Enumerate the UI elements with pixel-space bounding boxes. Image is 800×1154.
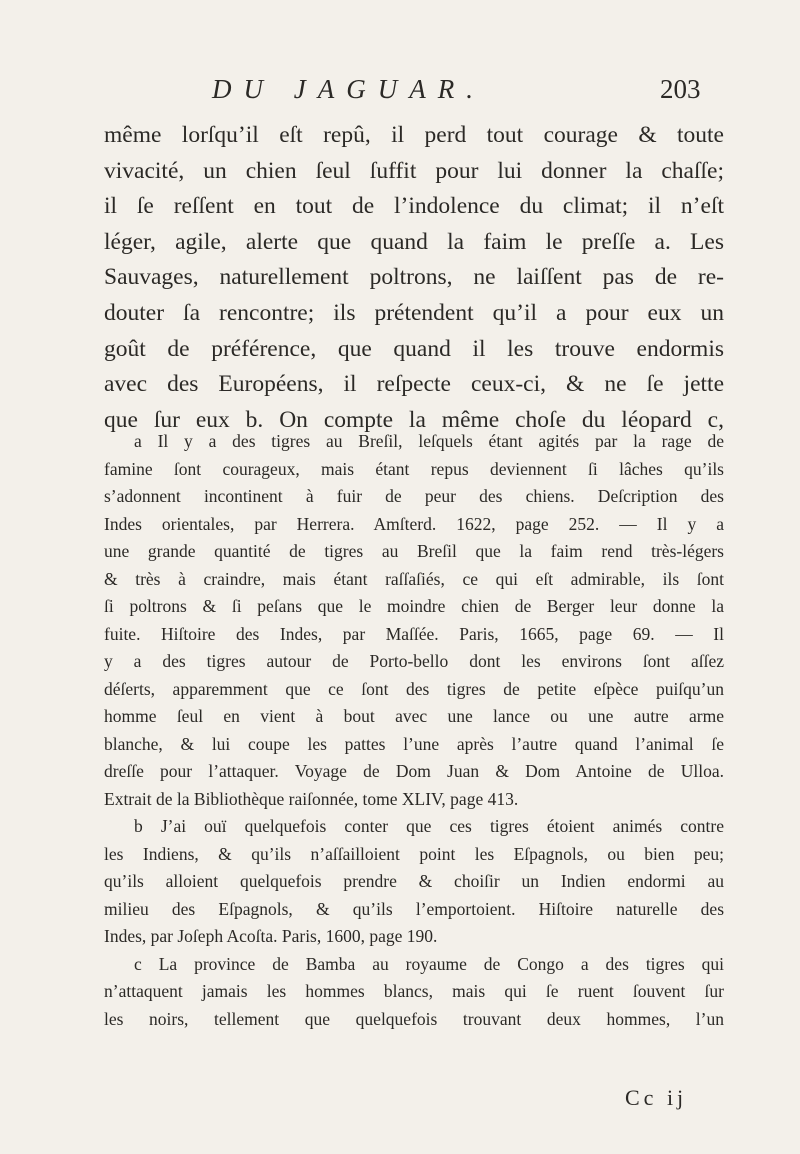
text-line: vivacité, un chien ſeul ſuffit pour lui donner la chaſſe;: [104, 157, 724, 184]
footnote-line: les Indiens, & qu’ils n’aſſailloient point les Eſpagnols, ou bien peu;: [104, 843, 724, 864]
footnote-line: homme ſeul en vient à bout avec une lance ou une autre arme: [104, 706, 724, 726]
footnote-line: Indes, par Joſeph Acoſta. Paris, 1600, page 190.: [104, 926, 438, 946]
signature-mark: Cc ij: [625, 1085, 688, 1110]
footnote-line: Extrait de la Bibliothèque raiſonnée, tome XLIV, page 413.: [104, 788, 519, 809]
footnote-line: y a des tigres autour de Porto-bello dont les environs ſont aſſez: [104, 651, 724, 671]
footnote-line: blanche, & lui coupe les pattes l’une après l’autre quand l’animal ſe: [104, 733, 724, 754]
footnote-line: c La province de Bamba au royaume de Congo a des tigres qui: [134, 953, 724, 974]
text-line: même lorſqu’il eſt repû, il perd tout courage & toute: [104, 122, 724, 148]
footnote-line: qu’ils alloient quelquefois prendre & choiſir un Indien endormi au: [104, 871, 724, 891]
footnote-line: & très à craindre, mais étant raſſaſiés, ce qui eſt admirable, ils ſont: [104, 568, 724, 589]
text-line: goût de préférence, que quand il les trouve endormis: [104, 335, 724, 362]
footnote-line: dreſſe pour l’attaquer. Voyage de Dom Juan & Dom Antoine de Ulloa.: [104, 761, 724, 781]
footnote-line: Indes orientales, par Herrera. Amſterd. 1622, page 252. — Il y a: [104, 513, 724, 534]
footnote-line: n’attaquent jamais les hommes blancs, mais qui ſe ruent ſouvent ſur: [104, 981, 724, 1001]
footnote-line: famine ſont courageux, mais étant repus deviennent ſi lâches qu’ils: [104, 458, 724, 479]
text-line: avec des Européens, il reſpecte ceux-ci, & ne ſe jette: [104, 371, 724, 398]
footnote-line: une grande quantité de tigres au Breſil que la faim rend très-légers: [104, 541, 724, 561]
main-text: [104, 118, 724, 438]
footnote-line: déſerts, apparemment que ce ſont des tigres de petite eſpèce puiſqu’un: [104, 678, 724, 699]
text-line: que ſur eux b. On compte la même choſe du léopard c,: [104, 406, 724, 433]
running-title: DU JAGUAR.: [212, 74, 485, 104]
text-line: Sauvages, naturellement poltrons, ne laiſſent pas de re-: [104, 264, 724, 291]
footnote-line: b J’ai ouï quelquefois conter que ces tigres étoient animés contre: [134, 816, 724, 836]
page-number: 203: [660, 74, 701, 104]
text-line: douter ſa rencontre; ils prétendent qu’il a pour eux un: [104, 299, 724, 326]
text-line: léger, agile, alerte que quand la faim le preſſe a. Les: [104, 228, 724, 255]
footnotes: [104, 428, 724, 1033]
running-head: [0, 74, 800, 114]
footnote-line: milieu des Eſpagnols, & qu’ils l’emportoient. Hiſtoire naturelle des: [104, 898, 724, 919]
text-line: il ſe reſſent en tout de l’indolence du climat; il n’eſt: [104, 193, 724, 220]
footnote-line: ſi poltrons & ſi peſans que le moindre chien de Berger leur donne la: [104, 596, 724, 616]
footnote-line: les noirs, tellement que quelquefois trouvant deux hommes, l’un: [104, 1008, 724, 1029]
footnote-line: fuite. Hiſtoire des Indes, par Maſſée. Paris, 1665, page 69. — Il: [104, 623, 724, 644]
footnote-line: s’adonnent incontinent à fuir de peur des chiens. Deſcription des: [104, 486, 724, 506]
footnote-line: a Il y a des tigres au Breſil, leſquels étant agités par la rage de: [134, 431, 724, 451]
